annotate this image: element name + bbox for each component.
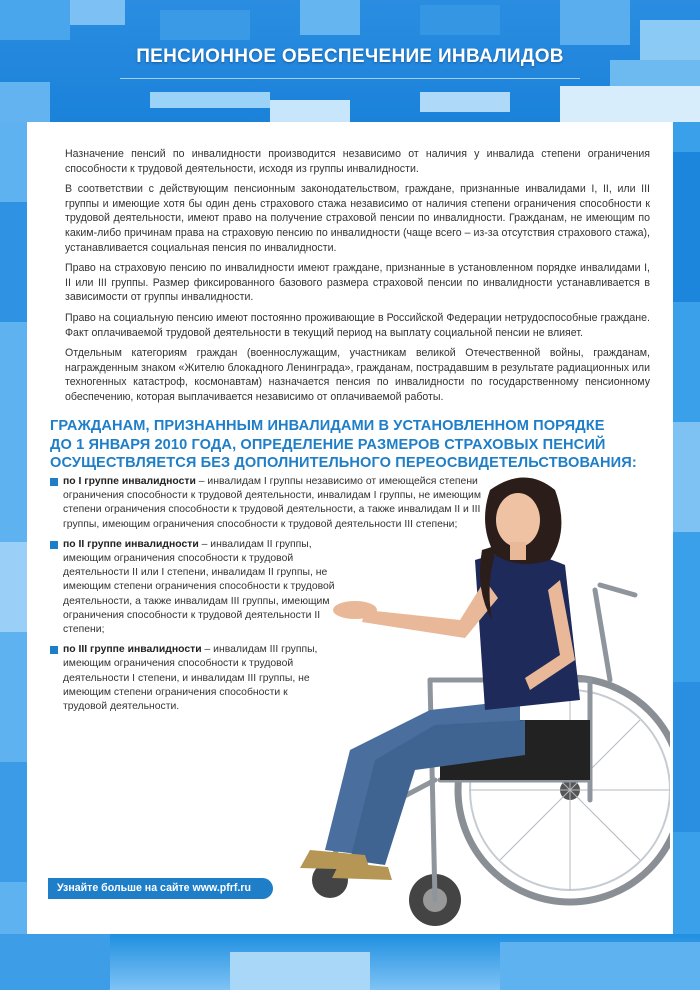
title-underline: [120, 78, 580, 79]
intro-paragraph-1: Назначение пенсий по инвалидности производится независимо от наличия у инвалида степени ограничения способности к трудовой деятельности, исходя из группы инвалидности.: [65, 148, 650, 175]
group-text: – инвалидам III группы, имеющим ограничения способности к трудовой деятельности I степени, и инвалидам III группы, не имеющим степени ограничения способности к трудовой деятельности.: [63, 644, 318, 713]
square-bullet-icon: [50, 478, 58, 486]
group-text: – инвалидам II группы, имеющим ограничения способности к трудовой деятельности II или I степени, инвалидам II группы, не имеющим степени ограничения способности к трудовой деятельности, а также инвалидам III группы, имеющим ограничения способности к трудовой деятельности II степени;: [63, 538, 335, 636]
intro-text: [65, 147, 650, 411]
header-banner: [0, 0, 700, 122]
intro-paragraph-3: Право на страховую пенсию по инвалидности имеют граждане, признанные в установленном порядке инвалидами I, II или III группы. Размер фиксированного базового размера страховой пенсии по инвалидности устанавливается в зависимости от группы инвалидности.: [65, 262, 650, 304]
website-link[interactable]: Узнайте больше на сайте www.pfrf.ru: [48, 878, 273, 899]
group-title: по III группе инвалидности: [63, 644, 202, 656]
page-title: ПЕНСИОННОЕ ОБЕСПЕЧЕНИЕ ИНВАЛИДОВ: [136, 46, 564, 67]
intro-paragraph-5: Отдельным категориям граждан (военнослужащим, участникам великой Отечественной войны, гражданам, награжденным знаком «Жителю блокадного Ленинграда», гражданам, пострадавшим в результате радиационных или техногенных катастроф, космонавтам) назначается пенсия по инвалидности по государственному пенсионному обеспечению, которая выплачивается независимо от оплачиваемой работы.: [65, 347, 650, 403]
list-item: [50, 475, 482, 532]
square-bullet-icon: [50, 646, 58, 654]
right-decoration: [673, 122, 700, 934]
section-heading-line-1: ГРАЖДАНАМ, ПРИЗНАННЫМ ИНВАЛИДАМИ В УСТАНОВЛЕННОМ ПОРЯДКЕ: [50, 418, 605, 434]
list-item: [50, 538, 350, 637]
bottom-decoration: [0, 934, 700, 990]
group-title: по I группе инвалидности: [63, 476, 196, 487]
left-decoration: [0, 122, 27, 934]
list-item: [50, 643, 318, 714]
group-text: – инвалидам I группы независимо от имеющейся степени ограничения способности к трудовой деятельности, инвалидам I группы, не имеющим степени ограничения способности к трудовой деятельности, а также инвалидам II и III группы, имеющим ограничения способности к трудовой деятельности III степени;: [63, 476, 482, 530]
section-heading-line-3: ОСУЩЕСТВЛЯЕТСЯ БЕЗ ДОПОЛНИТЕЛЬНОГО ПЕРЕОСВИДЕТЕЛЬСТВОВАНИЯ:: [50, 455, 637, 471]
intro-paragraph-2: В соответствии с действующим пенсионным законодательством, граждане, признанные инвалидами I, II, или III группы и имеющие хотя бы один день страхового стажа независимо от наличия степени ограничения способности к трудовой деятельности, имеют право на получение страховой пенсии по инвалидности. Гражданам, не имеющим по каким-либо причинам права на страховую пенсию по инвалидности (чаще всего – из-за отсутствия страхового стажа), устанавливается социальная пенсия по инвалидности.: [65, 183, 650, 254]
section-heading-line-2: ДО 1 ЯНВАРЯ 2010 ГОДА, ОПРЕДЕЛЕНИЕ РАЗМЕРОВ СТРАХОВЫХ ПЕНСИЙ: [50, 436, 606, 453]
intro-paragraph-4: Право на социальную пенсию имеют постоянно проживающие в Российской Федерации нетрудоспособные граждане. Факт оплачиваемой трудовой деятельности в текущий период на выплату социальной пенсии не влияет.: [65, 311, 650, 339]
section-heading: [50, 417, 650, 473]
group-title: по II группе инвалидности: [63, 538, 199, 550]
square-bullet-icon: [50, 541, 58, 549]
groups-list: [50, 475, 482, 720]
